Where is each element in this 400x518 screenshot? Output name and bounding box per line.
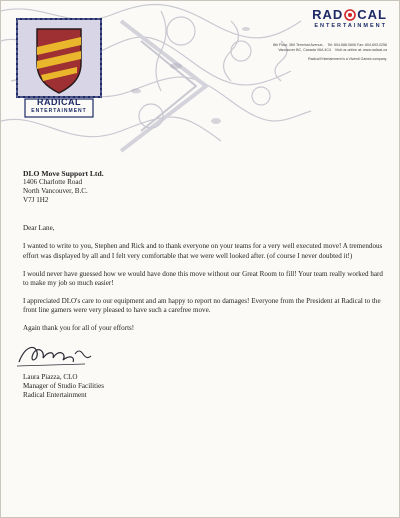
paragraph: Again thank you for all of your efforts!: [23, 324, 135, 333]
signer-block: [23, 373, 383, 400]
salutation: Dear Lane,: [23, 224, 55, 233]
paragraph: I would never have guessed how we would have done this move without our Great Room to fill! Your team really worked hard to make my job so much easier!: [23, 269, 383, 287]
logo-name: RAD: [312, 7, 344, 22]
phone-fax: Tel: 604.688.0606 Fax: 604.693.0256: [327, 43, 387, 47]
address-line-2: Vancouver BC, Canada V6A 4C4: [278, 48, 331, 53]
letterhead-address: [187, 43, 387, 62]
handwritten-signature: [15, 340, 105, 370]
recipient-company: DLO Move Support Ltd.: [23, 169, 104, 178]
company-logo: [312, 7, 387, 29]
signer-company: Radical Entertainment: [23, 391, 87, 400]
company-note: Radical Entertainment is a Vivendi Games company.: [308, 56, 387, 61]
logo-subtitle: ENTERTAINMENT: [314, 23, 387, 29]
recipient-block: [23, 169, 383, 205]
target-icon: [344, 9, 356, 21]
address-line-1: 8th Floor, 369 Terminal Avenue,: [273, 43, 324, 47]
logo-name-tail: CAL: [357, 7, 387, 22]
paragraph: I appreciated DLO's care to our equipment and am happy to report no damages! Everyone from the President at Radical to the front line gamers were very pleased to have such a carefree move.: [23, 296, 381, 314]
signer-title: Manager of Studio Facilities: [23, 382, 104, 391]
website: Visit us online at: www.radical.ca: [334, 48, 387, 53]
signer-name: Laura Piazza, CLO: [23, 373, 78, 382]
crest-name: RADICAL: [37, 97, 81, 107]
recipient-street: 1406 Charlotte Road: [23, 178, 83, 187]
paragraph: I wanted to write to you, Stephen and Rick and to thank everyone on your teams for a very well executed move! A tremendous effort was displayed by all and I felt very comfortable that we were well looked after. (of course I never doubted it!): [23, 242, 383, 260]
recipient-postal: V7J 1H2: [23, 196, 49, 205]
crest-logo-text: [11, 97, 107, 114]
signature: [23, 336, 383, 371]
crest-subtitle: ENTERTAINMENT: [31, 108, 87, 114]
letter-body: [23, 169, 383, 400]
recipient-city: North Vancouver, B.C.: [23, 187, 88, 196]
